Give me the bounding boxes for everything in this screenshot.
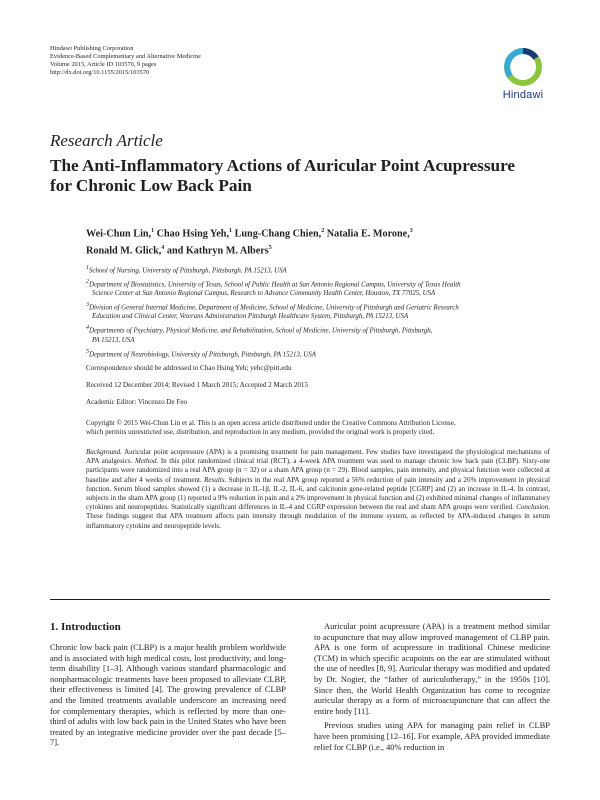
author-name: Wei-Chun Lin, [86, 228, 152, 240]
abstract [86, 448, 550, 531]
abstract-background-label: Background. [86, 448, 122, 456]
affiliation-item [86, 324, 556, 345]
title-line-2: for Chronic Low Back Pain [50, 176, 252, 195]
article-dates: Received 12 December 2014; Revised 1 March 2015; Accepted 2 March 2015 [86, 381, 309, 389]
affiliation-text-cont: Science Center at San Antonio Regional Campus, Research to Advance Community Health Center, Houston, TX 77025, USA [92, 290, 436, 298]
affiliation-item [86, 264, 556, 276]
author-name: Chao Hsing Yeh, [154, 228, 230, 240]
hindawi-logo [496, 45, 550, 105]
copyright-line-2: which permits unrestricted use, distribution, and reproduction in any medium, provided the original work is properly cited. [86, 428, 435, 436]
article-type: Research Article [50, 131, 163, 150]
section-divider [50, 599, 550, 600]
body-paragraph: Chronic low back pain (CLBP) is a major health problem worldwide and is associated with high medical costs, lost productivity, and long-term disability [1–3]. Although various standard pharmacologic and nonpharmacologic treatments have been proposed to alleviate CLBP, their effectiveness is limited [4]. The growing prevalence of CLBP and the limited treatments available underscore an increasing need for complementary therapies, which is reflected by more than one-third of adults with low back pain in the United States who have been treated by an integrative medicine provider over the past decade [5–7]. [50, 642, 286, 748]
affiliation-item [86, 348, 556, 360]
academic-editor: Academic Editor: Vincenzo De Feo [86, 398, 188, 406]
affiliation-text: Department of Neurobiology, University of Pittsburgh, Pittsburgh, PA 15213, USA [89, 350, 316, 358]
title-line-1: The Anti-Inflammatory Actions of Auricular Point Acupressure [50, 156, 516, 175]
author-name: and Kathryn M. Albers [164, 245, 269, 257]
author-affil-mark: 2 [321, 228, 325, 234]
hindawi-logo-text: Hindawi [502, 89, 544, 101]
author-name: Natalia E. Morone, [324, 228, 410, 240]
abstract-conclusion-text: These findings suggest that APA treatment affects pain intensity through modulation of the immune system, as reflected by APA-induced changes in serum inflammatory cytokine and neuropeptide levels. [86, 512, 550, 530]
affiliation-text: Department of Biostatistics, University of Texas, School of Public Health at San Antonio Regional Campus, University of Texas Health [89, 281, 461, 289]
hindawi-ring-logo-icon [496, 45, 550, 89]
copyright-notice [86, 419, 556, 437]
author-affil-mark: 5 [268, 245, 272, 252]
affiliation-item [86, 301, 556, 322]
author-line-1 [86, 224, 556, 241]
affiliation-number: 2 [86, 279, 89, 286]
body-paragraph: Auricular point acupressure (APA) is a treatment method similar to acupuncture that may allow improved management of CLBP pain. APA is one form of acupressure in traditional Chinese medicine (TCM) in which specific acupoints on the ear are stimulated without the use of needles [8, 9]. Auricular therapy was modified and updated by Dr. Nogier, the “father of auriculotherapy,” in the 1950s [10]. Since then, the World Health Organization has come to recognize auricular therapy as a form of microacupuncture that can affect the entire body [11]. [314, 621, 550, 716]
author-name: Lung-Chang Chien, [232, 228, 322, 240]
abstract-results-label: Results. [204, 475, 227, 484]
abstract-method-text: In this pilot randomized clinical trial (RCT), a 4-week APA treatment was used to manage chronic low back pain (CLBP). Sixty-one participants were randomized into a real APA group (n = 32) or a sham APA group (n = 29). Blood samples, pain intensity, and physical function were collected at baseline and after 4 weeks of treatment. [86, 457, 550, 484]
body-column-right [314, 621, 550, 752]
affiliation-number: 4 [86, 325, 89, 332]
correspondence: Correspondence should be addressed to Chao Hsing Yeh; yehc@pitt.edu [86, 364, 292, 372]
affiliation-text: School of Nursing, University of Pittsburgh, Pittsburgh, PA 15213, USA [89, 267, 287, 275]
doi-link[interactable]: http://dx.doi.org/10.1155/2015/103570 [50, 69, 150, 76]
affiliation-text: Departments of Psychiatry, Physical Medicine, and Rehabilitation, School of Medicine, University of Pittsburgh, Pittsburgh, [89, 327, 433, 335]
volume-info: Volume 2015, Article ID 103570, 9 pages [50, 61, 157, 68]
author-affil-mark: 3 [409, 228, 413, 234]
body-paragraph: Previous studies using APA for managing pain relief in CLBP have been promising [12–16]. For example, APA provided immediate relief for CLBP (i.e., 40% reduction in [314, 720, 550, 752]
author-affil-mark: 4 [161, 245, 165, 252]
author-line-2 [86, 241, 556, 258]
copyright-line-1: Copyright © 2015 Wei-Chun Lin et al. This is an open access article distributed under the Creative Commons Attribution License, [86, 419, 456, 427]
author-affil-mark: 1 [151, 228, 155, 234]
affiliation-text: Division of General Internal Medicine, Department of Medicine, School of Medicine, University of Pittsburgh and Geriatric Research [89, 304, 459, 312]
author-name: Ronald M. Glick, [86, 245, 162, 257]
affiliation-number: 1 [86, 265, 89, 271]
journal-header [50, 45, 380, 77]
article-title [50, 156, 560, 196]
affiliation-text-cont: PA 15213, USA [92, 336, 135, 344]
affiliation-text-cont: Education and Clinical Center, Veterans Administration Pittsburgh Healthcare System, Pittsburgh, PA 15213, USA [92, 313, 409, 321]
section-heading: 1. Introduction [50, 621, 121, 633]
body-column-left [50, 642, 286, 748]
journal-name: Evidence-Based Complementary and Alternative Medicine [50, 53, 201, 60]
affiliation-number: 3 [86, 302, 89, 309]
publisher-name: Hindawi Publishing Corporation [50, 45, 134, 52]
abstract-method-label: Method. [134, 457, 159, 466]
abstract-results-text: Subjects in the real APA group reported a 56% reduction of pain intensity and a 26% improvement in physical function. Serum blood samples showed (1) a decrease in IL-1β, IL-2, IL-6, and calcitonin gene-related peptide [CGRP] and (2) an increase in IL-4. In contrast, subjects in the sham APA group (1) reported a 9% reduction in pain and a 2% improvement in physical function and (2) exhibited minimal changes of inflammatory cytokines and neuropeptides. Statistically significant differences in IL-4 and CGRP expression between the real and sham APA groups were verified. [86, 475, 550, 512]
affiliation-number: 5 [86, 348, 89, 355]
author-list [86, 224, 556, 259]
author-affil-mark: 1 [229, 228, 233, 234]
abstract-background-text: Auricular point acupressure (APA) is a promising treatment for pain management. Few studies have investigated the physiological mechanisms of APA analgesics. [86, 448, 550, 466]
affiliation-item [86, 278, 556, 299]
abstract-conclusion-label: Conclusion. [516, 503, 550, 512]
affiliation-list [86, 264, 556, 362]
